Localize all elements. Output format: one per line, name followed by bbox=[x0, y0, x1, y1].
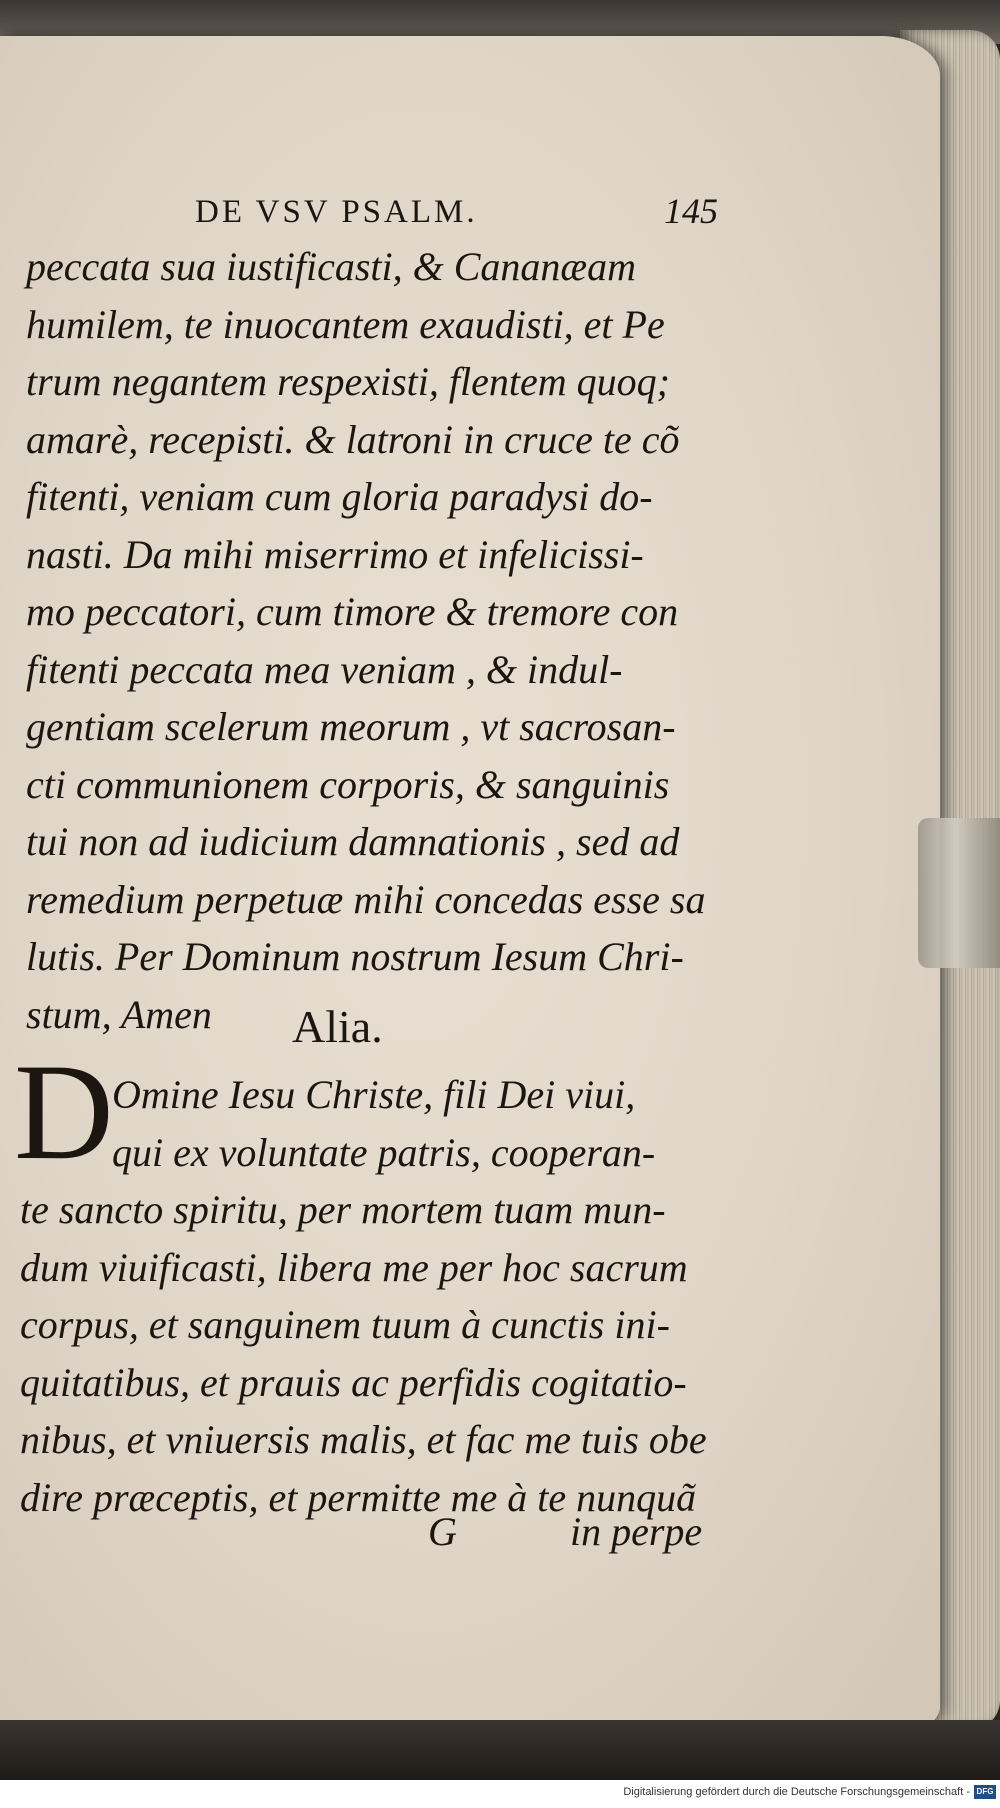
body-text bbox=[26, 238, 726, 1043]
text-line: lutis. Per Dominum nostrum Iesum Chri- bbox=[26, 934, 684, 979]
prayer-text bbox=[20, 1066, 720, 1526]
section-heading: Alia. bbox=[292, 1001, 383, 1052]
text-line: corpus, et sanguinem tuum à cunctis ini- bbox=[20, 1302, 670, 1347]
text-line: cti communionem corporis, & sanguinis bbox=[26, 761, 670, 807]
text-line: fitenti, veniam cum gloria paradysi do- bbox=[26, 474, 653, 519]
text-line: dire præceptis, et permitte me à te nunquã bbox=[20, 1474, 697, 1520]
text-line: amarè, recepisti. & latroni in cruce te cõ bbox=[26, 416, 680, 462]
footer-credit: Digitalisierung gefördert durch die Deutsche Forschungsgemeinschaft - bbox=[623, 1786, 970, 1798]
text-line: quitatibus, et prauis ac perfidis cogitatio- bbox=[20, 1359, 687, 1405]
clasp bbox=[918, 818, 1000, 968]
text-line: te sancto spiritu, per mortem tuam mun- bbox=[20, 1187, 666, 1232]
catchword: in perpe bbox=[570, 1509, 703, 1554]
text-line: peccata sua iustificasti, & Cananæam bbox=[26, 244, 636, 289]
dfg-logo: DFG bbox=[974, 1785, 996, 1799]
text-line: fitenti peccata mea veniam , & indul- bbox=[26, 646, 623, 692]
footer-bar bbox=[0, 1780, 1000, 1808]
text-line: mo peccatori, cum timore & tremore con bbox=[26, 589, 679, 634]
text-line: remedium perpetuæ mihi concedas esse sa bbox=[26, 876, 706, 922]
drop-cap: D bbox=[14, 1035, 114, 1188]
text-line: stum, Amen bbox=[26, 991, 212, 1037]
text-line: nibus, et vniuersis malis, et fac me tuis obe bbox=[20, 1417, 707, 1462]
text-line: qui ex voluntate patris, cooperan- bbox=[112, 1129, 656, 1175]
bottom-edge bbox=[0, 1720, 1000, 1780]
text-line: humilem, te inuocantem exaudisti, et Pe bbox=[26, 301, 665, 347]
text-line: gentiam scelerum meorum , vt sacrosan- bbox=[26, 704, 676, 749]
text-line: nasti. Da mihi miserrimo et infelicissi- bbox=[26, 531, 644, 577]
text-line: tui non ad iudicium damnationis , sed ad bbox=[26, 819, 680, 864]
text-line: Omine Iesu Christe, fili Dei viui, bbox=[112, 1072, 636, 1117]
signature-mark: G bbox=[428, 1509, 457, 1554]
page-number: 145 bbox=[664, 191, 718, 231]
running-head: DE VSV PSALM. bbox=[195, 194, 478, 230]
text-line: trum negantem respexisti, flentem quoq; bbox=[26, 359, 670, 404]
text-line: dum viuificasti, libera me per hoc sacrum bbox=[20, 1244, 688, 1290]
